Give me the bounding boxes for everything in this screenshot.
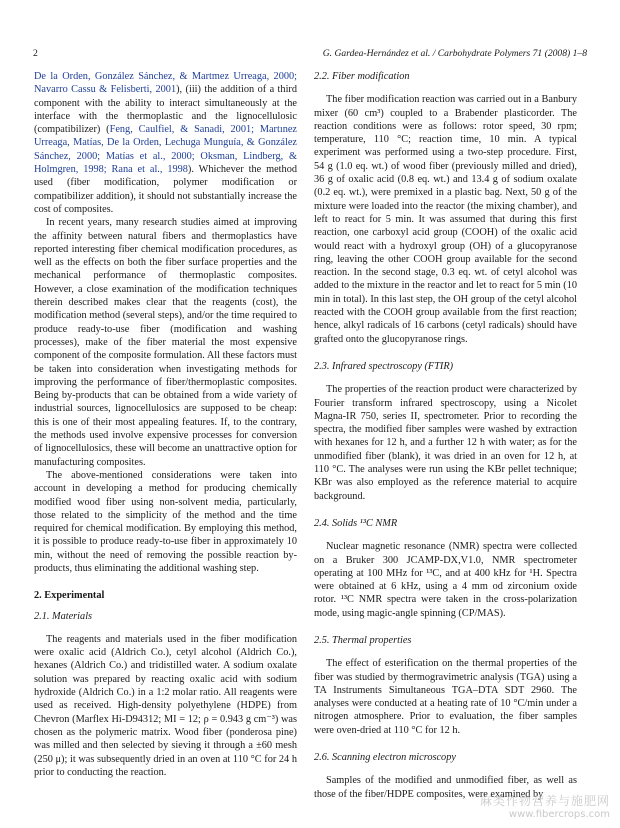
running-head: G. Gardea-Hernández et al. / Carbohydrate Polymers 71 (2008) 1–8 [322,48,587,59]
subsection-heading-ftir: 2.3. Infrared spectroscopy (FTIR) [314,360,454,372]
running-header [33,48,587,62]
citation-link[interactable]: De la Orden, González Sánchez, & Martmez Urreaga, 2000; Navarro Cassu & Felisberti, 2001 [34,71,297,96]
section-heading-experimental: 2. Experimental [34,590,105,602]
watermark-url: www.fibercrops.com [508,809,610,820]
citation-link[interactable]: Feng, Caulfiel, & Sanadi, 2001; Martınez Urreaga, Matías, De la Orden, Lechuga Munguía, & González Sánchez, 2000; Matías et al., 2000; Oksman, Lindberg, & Holmgren, 1998; Rana et al., 1998 [34,124,297,176]
site-watermark [480,792,610,820]
body-text: ), (iii) the addition of a third component with the ability to interact simultaneously at the interface with the thermoplastic and the lignocellulosic (compatibilizer) ( [34,84,298,136]
body-paragraph: The fiber modification reaction was carried out in a Banbury mixer (60 cm³) coupled to a Brabender plasticorder. The reaction conditions were as follows: rotor speed, 30 rpm; temperature, 110 °C; reaction time, 10 min. A typical experiment was performed using a two-step procedure. First, 54 g (1.0 eq. wt.) of wood fiber (previously milled and dried), 36 g of oxalic acid (0.8 eq. wt.) and 13.4 g of sodium oxalate (0.2 eq. wt.), were premixed in a plastic bag. Next, 50 g of the mixture were loaded into the reactor (the mixing chamber), and left to react for 5 min. It was assumed that during this first reaction, one carboxyl acid group (COOH) of the oxalic acid would react with a hydroxyl group (OH) of a glucopyranose ring, leaving the other COOH group available for the second reaction. In the second stage, 0.3 eq. wt. of cetyl alcohol was added to the mixture in the reactor and let to react for 5 min (10 min in total). In this last step, the OH group of the cetyl alcohol reacted with the COOH group available from the first reaction; hence, alkyl radicals of 16 carbons (cetyl radicals) should have grafted onto the glucopyranose rings. [314,94,577,345]
body-paragraph: Nuclear magnetic resonance (NMR) spectra were collected on a Bruker 300 JCAMP-DX,V1.0, NMR spectrometer operating at 100 MHz for ¹³C, and at 400 kHz for ¹H. Spectra were obtained at 6 kHz, using a 4 mm od zirconium oxide rotor. ¹³C NMR spectra were taken in the cross-polarization mode, using magic-angle spinning (CP/MAS). [314,541,577,619]
left-column [34,70,297,779]
subsection-heading-fiber-modification: 2.2. Fiber modification [314,71,410,82]
body-paragraph: The above-mentioned considerations were taken into account in developing a method for producing chemically modified wood fiber using non-solvent media, particularly, those related to the simplicity of the method and the time required for chemical modification. By employing this method, it is possible to produce ready-to-use fiber in approximately 10 min, without the need of removing the possible reaction by-products, thus eliminating the additional washing step. [34,469,297,574]
subsection-heading-nmr: 2.4. Solids ¹³C NMR [314,517,398,529]
page-number: 2 [33,48,38,59]
subsection-heading-materials: 2.1. Materials [34,610,93,622]
subsection-heading-sem: 2.6. Scanning electron microscopy [314,752,456,764]
subsection-heading-thermal: 2.5. Thermal properties [314,634,412,646]
watermark-title: 麻类作物营养与施肥网 [479,794,610,808]
intro-paragraph-continued [34,70,297,216]
body-text: ). Whichever the method used (fiber modification, polymer modification or compatibilizer addition), it should not substantially increase the cost of composites. [34,164,297,215]
body-paragraph: The properties of the reaction product were characterized by Fourier transform infrared spectroscopy, using a Nicolet Magna-IR 750, series II, spectrometer. Prior to recording the spectra, the modified fiber samples were washed by extraction with hexanes for 12 h, and a further 12 h with water; as for the unmodified fiber (blank), it was dried in an oven for 12 h, at 110 °C. The analyses were run using the KBr pellet technique; KBr was also employed as the reference material to acquire background. [314,384,577,502]
right-column [314,70,577,801]
body-paragraph: The reagents and materials used in the fiber modification were oxalic acid (Aldrich Co.), cetyl alcohol (Aldrich Co.), hexanes (Aldrich Co.) and tridistilled water. A sodium oxalate solution was prepared by reacting oxalic acid with sodium hydroxide (Aldrich Co.) in a 1:2 molar ratio. All reagents were used as received. High-density polyethylene (HDPE) from Chevron (Marflex Hi-D94312; MI = 12; ρ = 0.943 g cm⁻³) was chosen as the polymeric matrix. Wood fiber (ponderosa pine) was milled and then selected by sieving it through a ±60 mesh (250 μ); it was subsequently dried in an oven at 110 °C for 24 h prior to conducting the reaction. [34,633,297,778]
body-paragraph: Samples of the modified and unmodified fiber, as well as those of the fiber/HDPE composites, were examined by [314,775,577,800]
body-paragraph: The effect of esterification on the thermal properties of the fiber was studied by thermogravimetric analysis (TGA) using a TA Instruments Simultaneous TGA–DTA SDT 2960. The analyses were conducted at a heating rate of 10 °C/min under a nitrogen atmosphere. Prior to evaluation, the fiber samples were oven-dried at 110 °C for 12 h. [314,658,577,736]
body-paragraph: In recent years, many research studies aimed at improving the affinity between natural fibers and thermoplastics have reported interesting fiber chemical modification procedures, as well as the effects on both the fiber surface properties and the mechanical performance of thermoplastic composites. However, a close examination of the modification techniques therein described makes clear that the reagents (cost), the modification method (several steps), and/or the time required to produce ready-to-use fiber (modification and washing processes), make of the fiber material the most expensive component of the composite formulation. All these factors must be taken into consideration when investigating methods for improving the performance of fiber/thermoplastic composites. Being by-products that can be obtained from a wide variety of industrial sources, lignocellulosics are supposed to be cheap: this is one of their most appealing features. If, to the contrary, the methods used involve expensive processes for conversion of lignocellulosics, these will become an unattractive option for manufacturing composites. [34,217,297,468]
